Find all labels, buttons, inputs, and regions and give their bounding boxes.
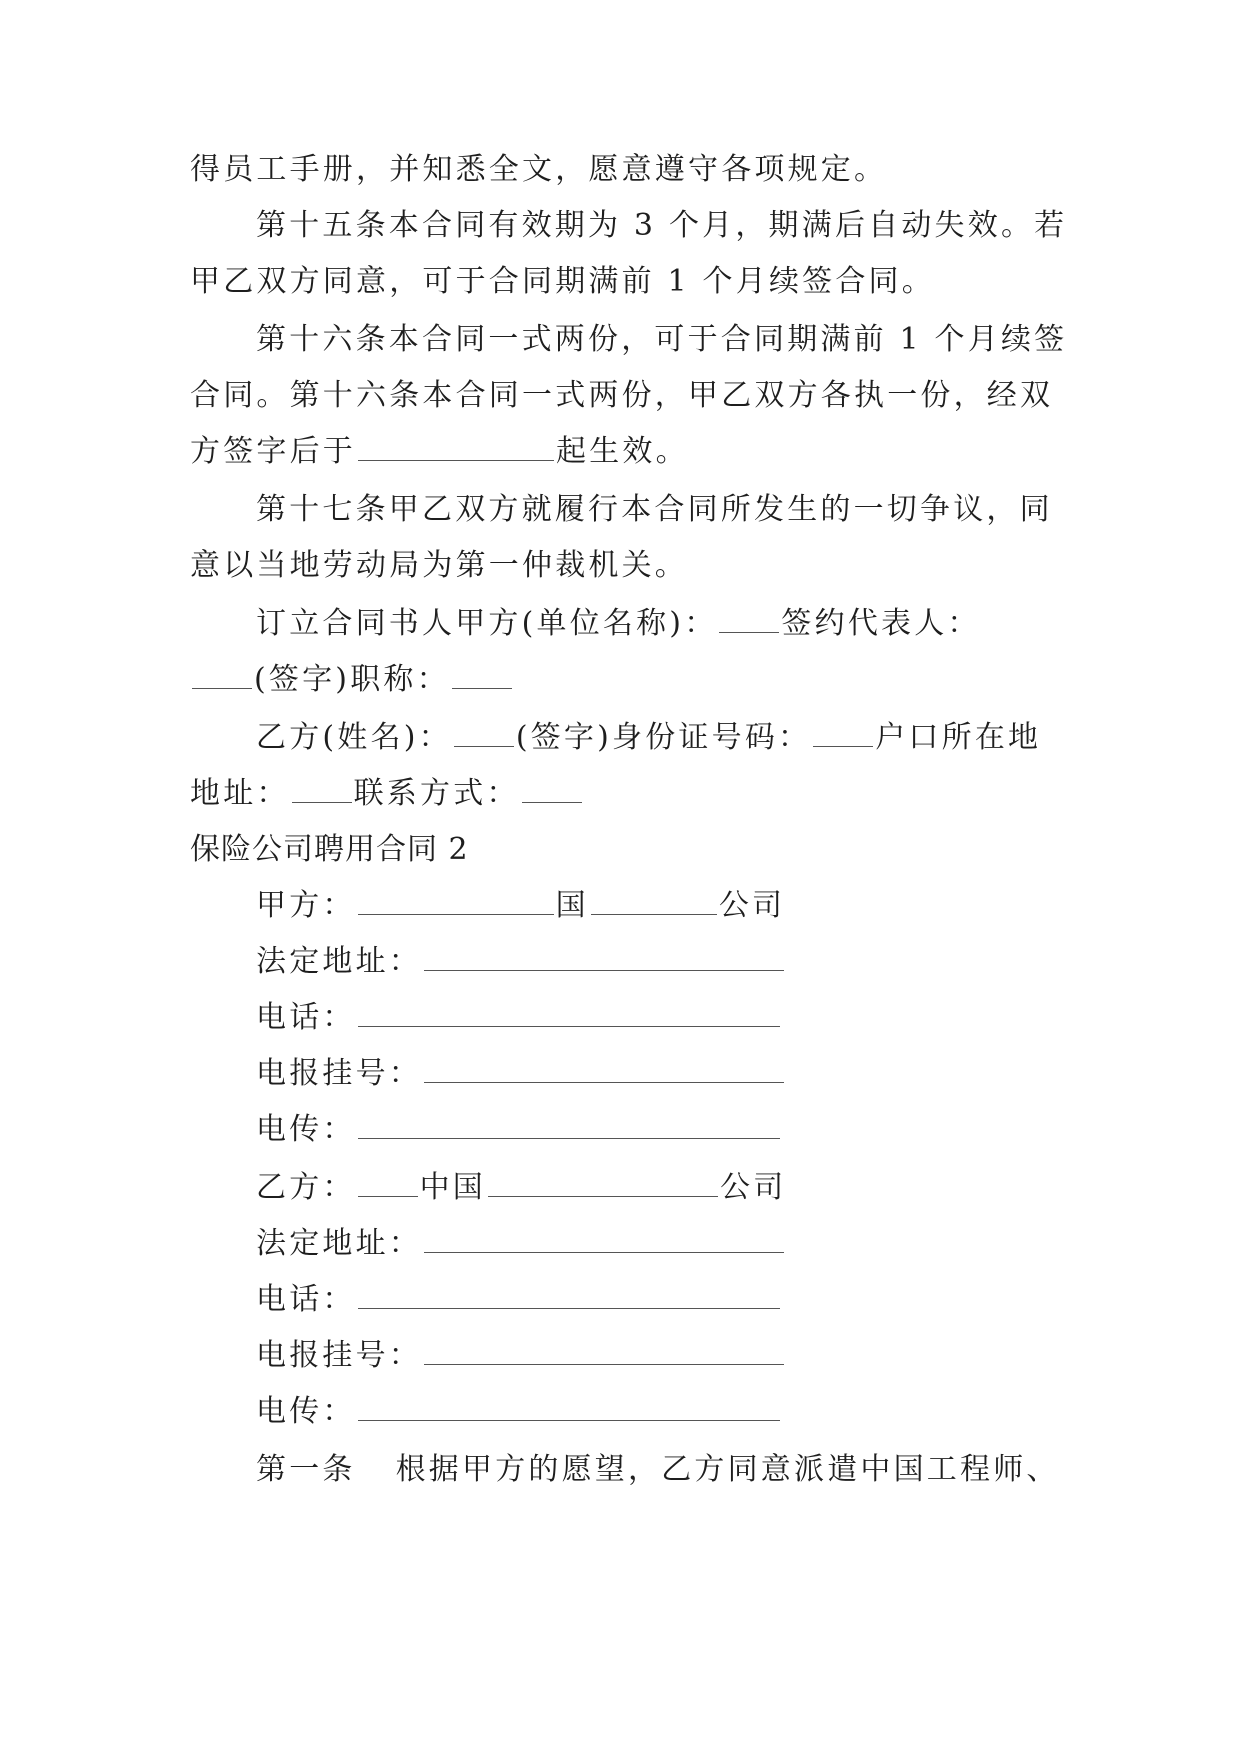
- party-a-phone-blank: [358, 1000, 780, 1027]
- signatory-line-1: [256, 604, 1136, 644]
- party-b-cable-line: [256, 1336, 1136, 1376]
- party-a-company-text: 公司: [718, 888, 786, 923]
- address-label: 地址：: [190, 776, 290, 811]
- contact-blank: [522, 776, 582, 803]
- article-1-line: [256, 1450, 1136, 1490]
- party-a-address-line: [256, 942, 1136, 982]
- representative-label: 签约代表人：: [781, 606, 981, 641]
- residence-label: 户口所在地: [875, 720, 1042, 755]
- id-number-label: (签字)身份证号码：: [515, 720, 812, 755]
- signatory-label: 订立合同书人甲方(单位名称)：: [256, 606, 718, 641]
- name-blank: [454, 720, 514, 747]
- section-heading: 保险公司聘用合同 2: [190, 832, 469, 867]
- name-label: 乙方(姓名)：: [256, 720, 452, 755]
- party-b-telex-line: [256, 1392, 1136, 1432]
- party-b-label: 乙方：: [256, 1170, 356, 1205]
- party-a-address-label: 法定地址：: [256, 944, 422, 979]
- article-15-line-2: 甲乙双方同意，可于合同期满前 1 个月续签合同。: [190, 264, 935, 299]
- party-a-country-text: 国: [555, 888, 589, 923]
- title-label: (签字)职称：: [254, 662, 450, 697]
- id-number-blank: [813, 720, 873, 747]
- party-b-telex-blank: [358, 1394, 780, 1421]
- article-1-text: 根据甲方的愿望，乙方同意派遣中国工程师、: [395, 1452, 1060, 1487]
- unit-name-blank: [719, 606, 779, 633]
- party-b-company-text: 公司: [720, 1170, 787, 1205]
- signatory-line-2: [190, 660, 1070, 700]
- party-a-telex-label: 电传：: [256, 1112, 356, 1147]
- party-b-telex-label: 电传：: [256, 1394, 356, 1429]
- party-b-phone-blank: [358, 1282, 780, 1309]
- party-b-info-line-1: [256, 718, 1136, 758]
- party-b-address-blank: [424, 1226, 784, 1253]
- article-16-line-3: [190, 432, 1070, 472]
- party-b-cable-blank: [424, 1338, 784, 1365]
- effective-date-blank: [358, 434, 554, 461]
- article-16-text: 方签字后于: [190, 434, 356, 469]
- party-a-phone-line: [256, 998, 1136, 1038]
- article-17-line-1: 第十七条甲乙双方就履行本合同所发生的一切争议，同: [256, 492, 1053, 527]
- party-b-phone-line: [256, 1280, 1136, 1320]
- party-a-company-blank: [591, 888, 717, 915]
- paragraph-line: 得员工手册，并知悉全文，愿意遵守各项规定。: [190, 152, 888, 187]
- party-b-country-blank: [358, 1170, 418, 1197]
- article-15-line-1: 第十五条本合同有效期为 3 个月，期满后自动失效。若: [256, 208, 1068, 243]
- party-b-company-blank: [488, 1170, 718, 1197]
- contact-label: 联系方式：: [353, 776, 520, 811]
- title-blank: [452, 662, 512, 689]
- party-b-phone-label: 电话：: [256, 1282, 356, 1317]
- party-b-address-line: [256, 1224, 1136, 1264]
- party-b-cable-label: 电报挂号：: [256, 1338, 422, 1373]
- party-a-cable-label: 电报挂号：: [256, 1056, 422, 1091]
- party-b-info-line-2: [190, 774, 1070, 814]
- party-a-phone-label: 电话：: [256, 1000, 356, 1035]
- representative-blank: [192, 662, 252, 689]
- party-a-cable-line: [256, 1054, 1136, 1094]
- party-a-line: [256, 886, 1136, 926]
- party-b-line: [256, 1168, 1136, 1208]
- party-b-country-text: 中国: [419, 1170, 487, 1205]
- party-a-cable-blank: [424, 1056, 784, 1083]
- party-a-telex-line: [256, 1110, 1136, 1150]
- party-a-telex-blank: [358, 1112, 780, 1139]
- article-16-line-2: 合同。第十六条本合同一式两份，甲乙双方各执一份，经双: [190, 378, 1054, 413]
- article-16-text-end: 起生效。: [556, 434, 689, 469]
- party-a-label: 甲方：: [256, 888, 356, 923]
- party-b-address-label: 法定地址：: [256, 1226, 422, 1261]
- article-16-line-1: 第十六条本合同一式两份，可于合同期满前 1 个月续签: [256, 322, 1068, 357]
- party-a-address-blank: [424, 944, 784, 971]
- address-blank: [292, 776, 352, 803]
- article-1-label: 第一条: [256, 1452, 356, 1487]
- party-a-country-blank: [358, 888, 554, 915]
- article-17-line-2: 意以当地劳动局为第一仲裁机关。: [190, 548, 688, 583]
